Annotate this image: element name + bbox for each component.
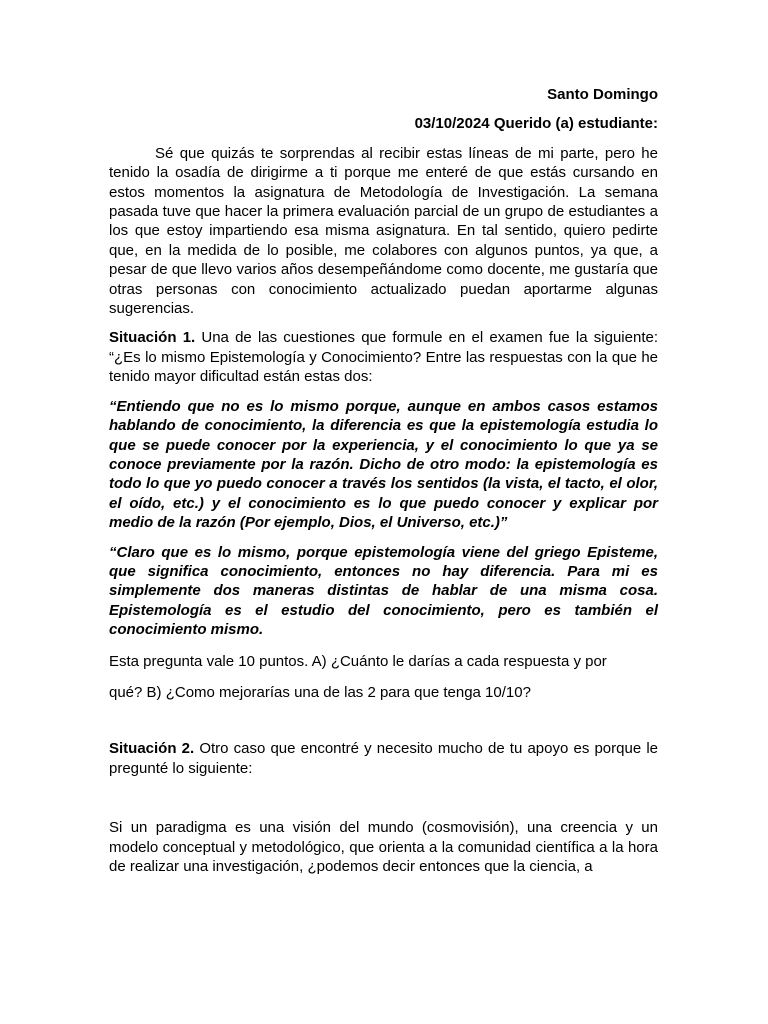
paradigm-paragraph: Si un paradigma es una visión del mundo (cosmovisión), una creencia y un modelo conceptual y metodológico, que orienta a la comunidad científica a la hora de realizar una investigación, ¿podemos decir entonces que la ciencia, a xyxy=(109,819,658,875)
answer2-quote: “Claro que es lo mismo, porque epistemología viene del griego Episteme, que significa conocimiento, entonces no hay diferencia. Para mi es simplemente dos maneras distintas de hablar de una misma cosa. Epistemología es el estudio del conocimiento, pero es también el conocimiento mismo. xyxy=(109,543,658,639)
question-line-1: Esta pregunta vale 10 puntos. A) ¿Cuánto le darías a cada respuesta y por xyxy=(109,652,607,670)
letter-place: Santo Domingo xyxy=(547,86,658,103)
situation1-text: Una de las cuestiones que formule en el examen fue la siguiente: “¿Es lo mismo Epistemología y Conocimiento? Entre las respuestas con la que he tenido mayor dificultad están estas dos: xyxy=(109,329,658,386)
question-line-2: qué? B) ¿Como mejorarías una de las 2 para que tenga 10/10? xyxy=(109,683,531,701)
letter-date-greeting: 03/10/2024 Querido (a) estudiante: xyxy=(414,115,658,133)
situation2-paragraph xyxy=(109,739,658,778)
letter-body xyxy=(109,85,658,876)
intro-paragraph: Sé que quizás te sorprendas al recibir estas líneas de mi parte, pero he tenido la osadía de dirigirme a ti porque me enteré de que estás cursando en estos momentos la asignatura de Metodología de Investigación. La semana pasada tuve que hacer la primera evaluación parcial de un grupo de estudiantes a los que estoy impartiendo esa misma asignatura. En tal sentido, quiero pedirte que, en la medida de lo posible, me colabores con algunos puntos, ya que, a pesar de que llevo varios años desempeñándome como docente, me gustaría que otras personas con conocimiento actualizado puedan aportarme algunas sugerencias. xyxy=(109,144,658,318)
situation1-paragraph xyxy=(109,328,658,386)
situation2-label: Situación 2. xyxy=(109,740,195,758)
situation1-label: Situación 1. xyxy=(109,329,196,347)
answer1-quote: “Entiendo que no es lo mismo porque, aunque en ambos casos estamos hablando de conocimiento, la diferencia es que la epistemología estudia lo que se puede conocer por la experiencia, y el conocimiento lo que ya se conoce previamente por la razón. Dicho de otro modo: la epistemología es todo lo que yo puedo conocer a través los sentidos (la vista, el tacto, el olor, el oído, etc.) y el conocimiento es lo que puedo conocer y explicar por medio de la razón (Por ejemplo, Dios, el Universo, etc.)” xyxy=(109,397,658,532)
situation2-text: Otro caso que encontré y necesito mucho de tu apoyo es porque le pregunté lo siguiente: xyxy=(109,740,658,777)
